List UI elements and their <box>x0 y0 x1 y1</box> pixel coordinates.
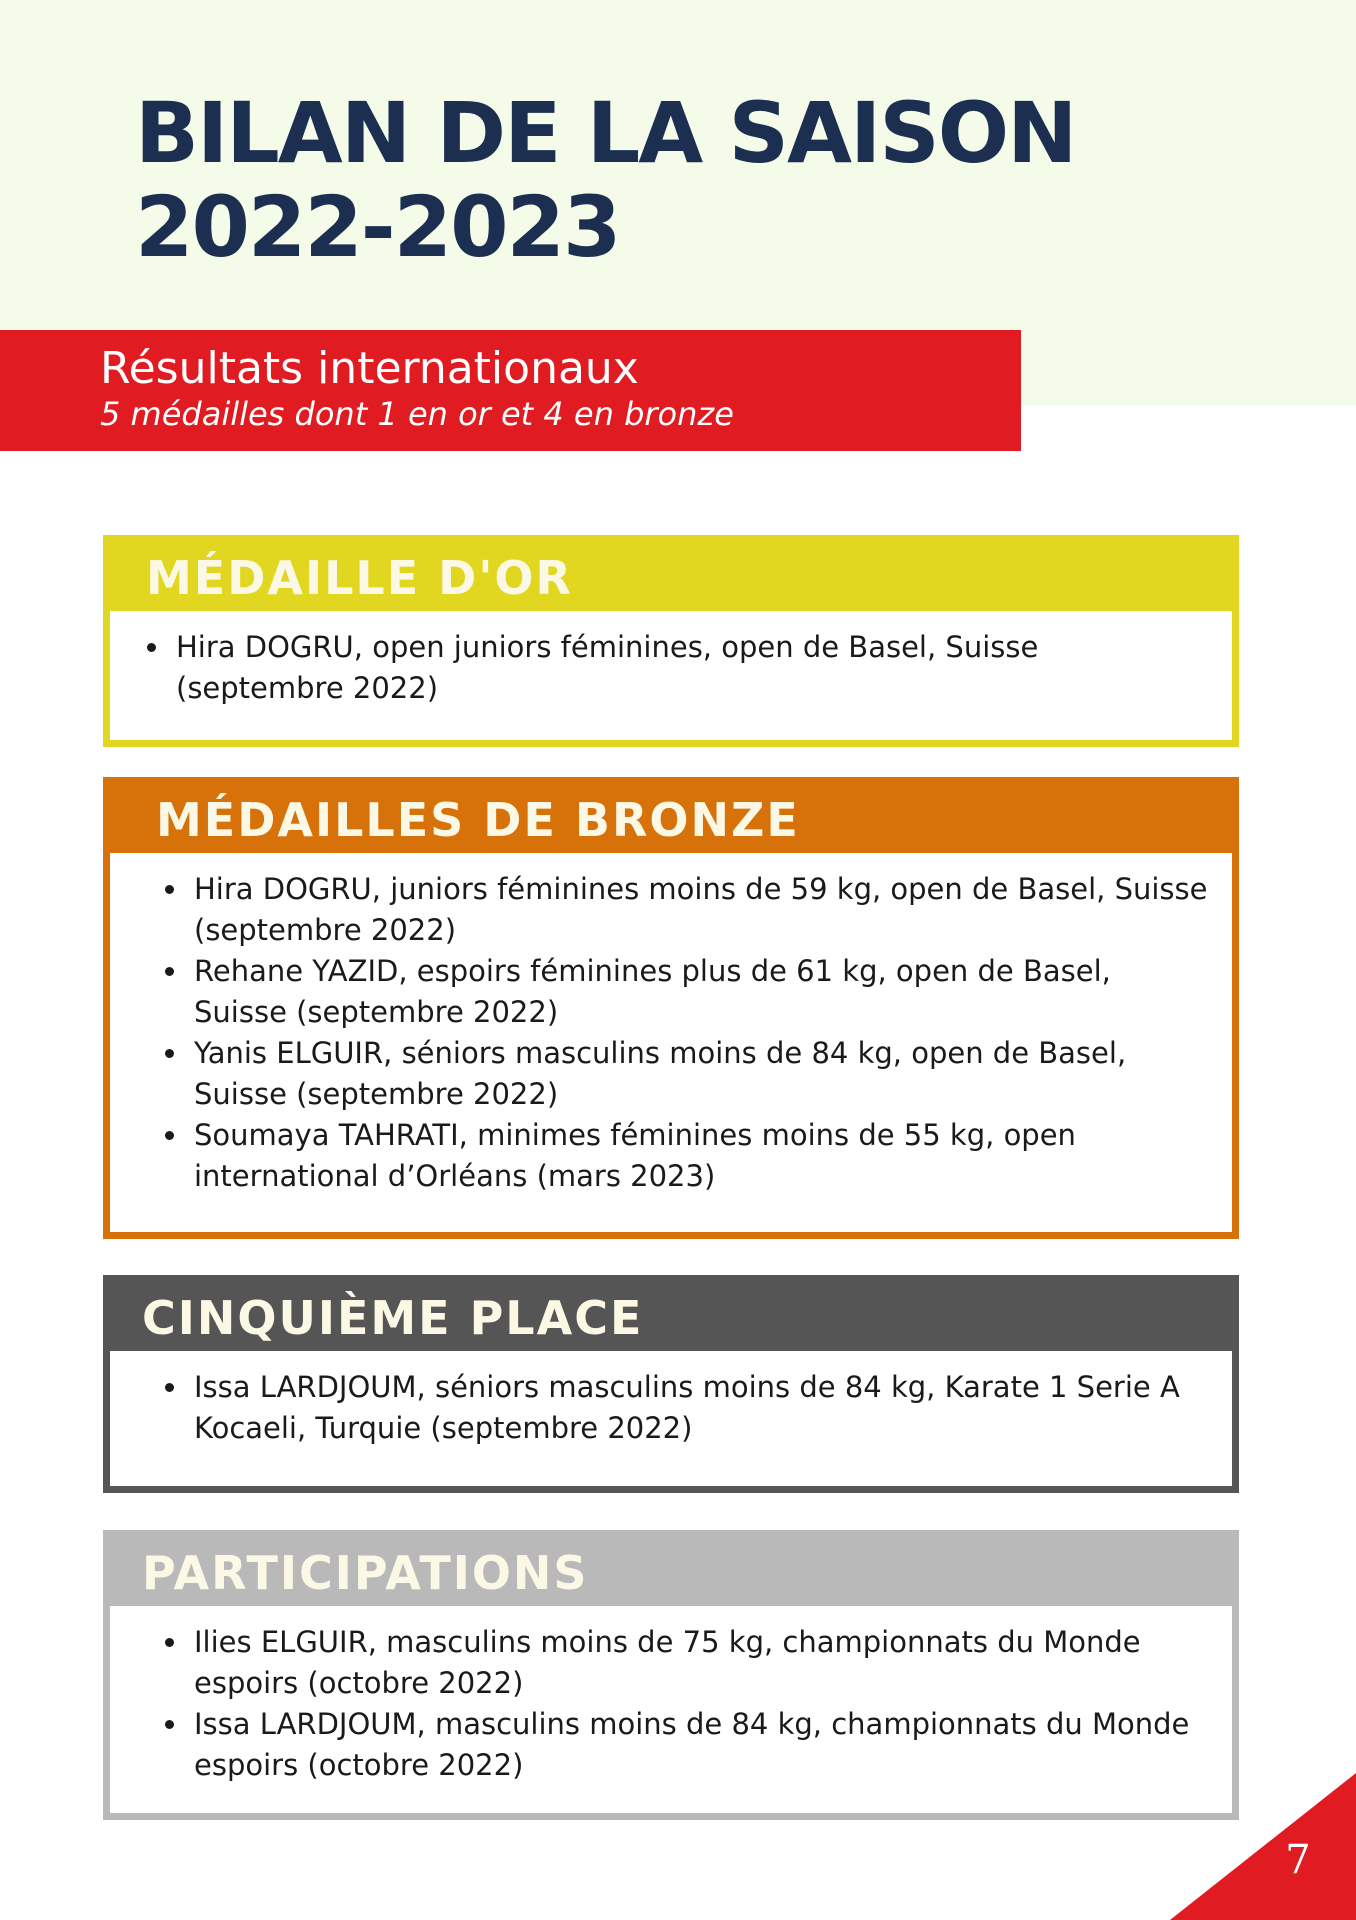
gold-medal-list-body <box>110 611 1232 709</box>
page-title <box>135 86 1075 274</box>
gold-medal-heading: MÉDAILLE D'OR <box>110 542 1232 611</box>
page-title-line-2: 2022-2023 <box>135 178 620 276</box>
gold-medal-card <box>103 535 1239 747</box>
page-number: 7 <box>1285 1837 1311 1883</box>
fifth-place-list <box>110 1367 1212 1449</box>
list-item: • Ilies ELGUIR, masculins moins de 75 kg, championnats du Monde espoirs (octobre 2022) <box>190 1622 1212 1704</box>
page-title-line-1: BILAN DE LA SAISON <box>135 84 1076 182</box>
list-item: • Rehane YAZID, espoirs féminines plus de 61 kg, open de Basel, Suisse (septembre 2022) <box>190 951 1212 1033</box>
participations-card <box>103 1530 1239 1820</box>
fifth-place-card <box>103 1275 1239 1493</box>
bronze-medal-heading: MÉDAILLES DE BRONZE <box>110 784 1232 853</box>
banner-title: Résultats internationaux <box>100 343 639 394</box>
section-banner <box>0 330 1021 451</box>
banner-subtitle: 5 médailles dont 1 en or et 4 en bronze <box>100 395 734 433</box>
bronze-medal-list <box>110 869 1212 1197</box>
participations-list-body <box>110 1606 1232 1786</box>
participations-list <box>110 1622 1212 1786</box>
list-item: • Soumaya TAHRATI, minimes féminines moins de 55 kg, open international d’Orléans (mars 2023) <box>190 1115 1212 1197</box>
participations-heading: PARTICIPATIONS <box>110 1537 1232 1606</box>
list-item: • Yanis ELGUIR, séniors masculins moins de 84 kg, open de Basel, Suisse (septembre 2022) <box>190 1033 1212 1115</box>
fifth-place-heading: CINQUIÈME PLACE <box>110 1282 1232 1351</box>
bronze-medal-card <box>103 777 1239 1239</box>
list-item: • Issa LARDJOUM, séniors masculins moins de 84 kg, Karate 1 Serie A Kocaeli, Turquie (septembre 2022) <box>190 1367 1212 1449</box>
bronze-medal-list-body <box>110 853 1232 1197</box>
list-item: • Hira DOGRU, open juniors féminines, open de Basel, Suisse (septembre 2022) <box>172 627 1212 709</box>
list-item: • Issa LARDJOUM, masculins moins de 84 kg, championnats du Monde espoirs (octobre 2022) <box>190 1704 1212 1786</box>
fifth-place-list-body <box>110 1351 1232 1449</box>
list-item: • Hira DOGRU, juniors féminines moins de 59 kg, open de Basel, Suisse (septembre 2022) <box>190 869 1212 951</box>
gold-medal-list <box>110 627 1212 709</box>
